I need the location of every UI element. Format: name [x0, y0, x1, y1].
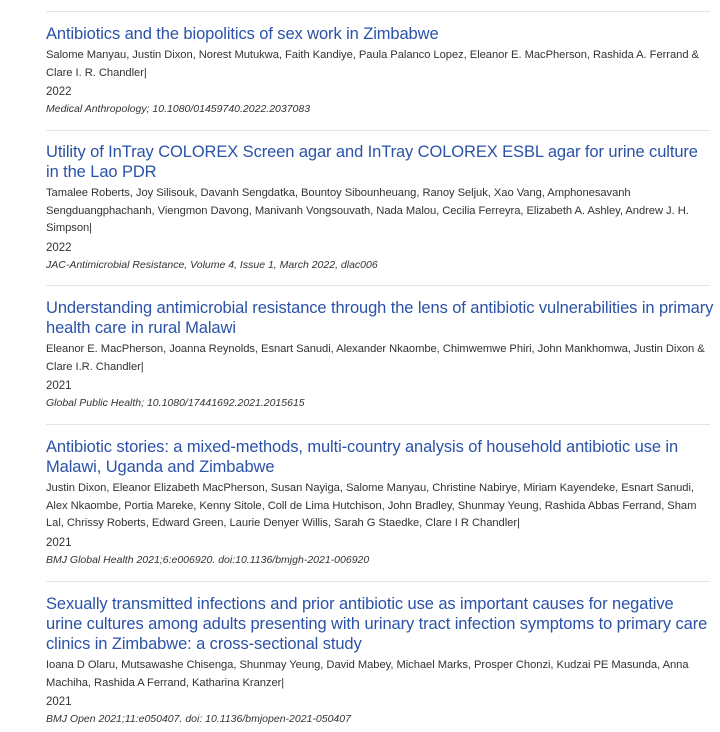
- divider: [46, 11, 710, 12]
- divider: [46, 285, 710, 286]
- publication-source: JAC-Antimicrobial Resistance, Volume 4, Issue 1, March 2022, dlac006: [46, 258, 378, 271]
- publication-item: [46, 437, 714, 568]
- publication-item: [46, 24, 714, 117]
- publication-item: [46, 594, 714, 727]
- publication-title-link[interactable]: Sexually transmitted infections and prior antibiotic use as important causes for negative urine cultures among adults presenting with urinary tract infection symptoms to primary care clinics in Zimbabwe: a cross-sectional study: [46, 595, 708, 653]
- publication-year: 2022: [46, 241, 72, 254]
- publication-title-link[interactable]: Antibiotics and the biopolitics of sex work in Zimbabwe: [46, 25, 439, 43]
- divider: [46, 424, 710, 425]
- divider: [46, 130, 710, 131]
- divider: [46, 581, 710, 582]
- publication-authors: Eleanor E. MacPherson, Joanna Reynolds, Esnart Sanudi, Alexander Nkaombe, Chimwemwe Phiri, John Mankhomwa, Justin Dixon & Clare I.R. Chandler|: [46, 343, 705, 373]
- publication-item: [46, 142, 714, 273]
- publication-source: Global Public Health; 10.1080/17441692.2021.2015615: [46, 397, 305, 409]
- publication-year: 2021: [46, 536, 72, 549]
- publication-source: BMJ Open 2021;11:e050407. doi: 10.1136/bmjopen-2021-050407: [46, 713, 351, 725]
- publication-title-link[interactable]: Antibiotic stories: a mixed-methods, multi-country analysis of household antibiotic use in Malawi, Uganda and Zimbabwe: [46, 438, 679, 476]
- publication-year: 2021: [46, 380, 72, 392]
- publication-year: 2021: [46, 696, 72, 708]
- publication-title-link[interactable]: Understanding antimicrobial resistance through the lens of antibiotic vulnerabilities in primary health care in rural Malawi: [46, 299, 714, 337]
- publication-authors: Tamalee Roberts, Joy Silisouk, Davanh Sengdatka, Bountoy Sibounheuang, Ranoy Seljuk, Xao Vang, Amphonesavanh Sengduangphachanh, Viengmon Davong, Manivanh Vongsouvath, Nada Malou, Cecilia Ferreyra, Elizabeth A. Ashley, Andrew J. H. Simpson|: [46, 187, 689, 234]
- publication-authors: Ioana D Olaru, Mutsawashe Chisenga, Shunmay Yeung, David Mabey, Michael Marks, Prosper Chonzi, Kudzai PE Masunda, Anna Machiha, Rashida A Ferrand, Katharina Kranzer|: [46, 659, 689, 689]
- publication-source: Medical Anthropology; 10.1080/01459740.2022.2037083: [46, 103, 311, 115]
- publication-title-link[interactable]: Utility of InTray COLOREX Screen agar and InTray COLOREX ESBL agar for urine culture in the Lao PDR: [46, 143, 698, 181]
- publication-authors: Salome Manyau, Justin Dixon, Norest Mutukwa, Faith Kandiye, Paula Palanco Lopez, Eleanor E. MacPherson, Rashida A. Ferrand & Clare I. R. Chandler|: [46, 49, 699, 79]
- publication-year: 2022: [46, 86, 72, 98]
- publication-authors: Justin Dixon, Eleanor Elizabeth MacPherson, Susan Nayiga, Salome Manyau, Christine Nabirye, Miriam Kayendeke, Esnart Sanudi, Alex Nkaombe, Portia Mareke, Kenny Sitole, Coll de Lima Hutchison, John Bradley, Shunmay Yeung, Rashida Abbas Ferrand, Sham Lal, Chrissy Roberts, Edward Green, Laurie Denyer Willis, Sarah G Staedke, Clare I R Chandler|: [46, 482, 697, 529]
- publication-item: [46, 298, 714, 411]
- publication-source: BMJ Global Health 2021;6:e006920. doi:10.1136/bmjgh-2021-006920: [46, 553, 370, 566]
